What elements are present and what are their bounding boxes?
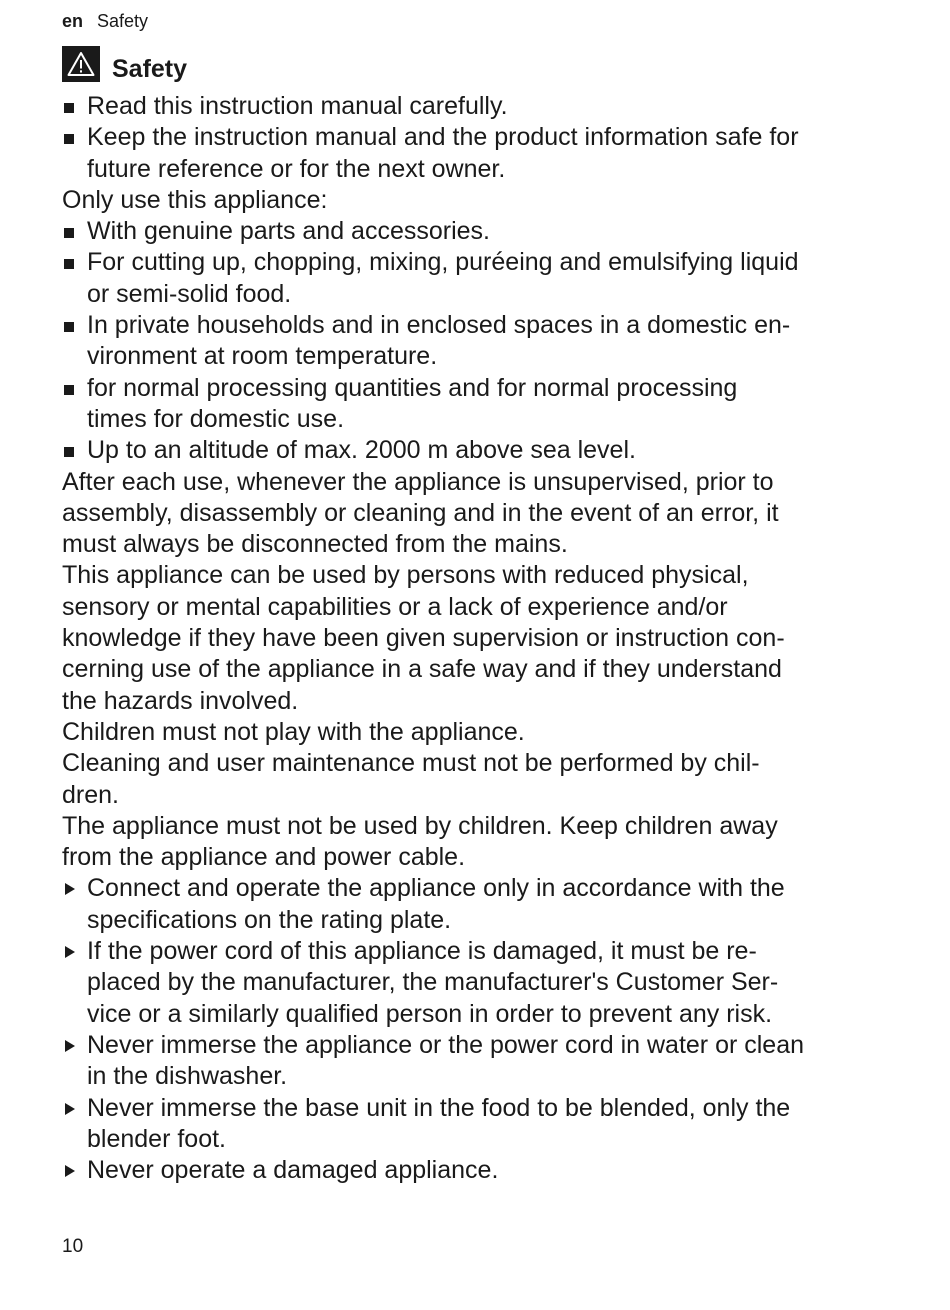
- text-line: Up to an altitude of max. 2000 m above sea level.: [87, 436, 636, 465]
- text-line: future reference or for the next owner.: [87, 154, 506, 183]
- text-line: In private households and in enclosed spaces in a domestic en-: [87, 311, 791, 340]
- block-text: [87, 1030, 902, 1093]
- bullet-item: [62, 435, 902, 466]
- text-line: Never operate a damaged appliance.: [87, 1156, 499, 1185]
- instruction-item: [62, 873, 902, 936]
- block-text: [87, 91, 902, 122]
- text-line: or semi-solid food.: [87, 279, 292, 308]
- block-text: [87, 247, 902, 310]
- text-line: With genuine parts and accessories.: [87, 217, 490, 246]
- block-text: [62, 748, 902, 811]
- text-line: For cutting up, chopping, mixing, puréeing and emulsifying liquid: [87, 248, 799, 277]
- bullet-item: [62, 122, 902, 185]
- text-line: blender foot.: [87, 1124, 226, 1153]
- running-header: [62, 10, 148, 32]
- paragraph: [62, 185, 902, 216]
- text-line: in the dishwasher.: [87, 1062, 288, 1091]
- header-section: Safety: [97, 11, 149, 31]
- block-text: [87, 1093, 902, 1156]
- block-text: [87, 936, 902, 1030]
- text-line: Only use this appliance:: [62, 185, 328, 214]
- block-text: [87, 435, 902, 466]
- section-heading: [62, 46, 187, 82]
- instruction-item: [62, 936, 902, 1030]
- instruction-item: [62, 1030, 902, 1093]
- bullet-item: [62, 247, 902, 310]
- block-text: [87, 373, 902, 436]
- language-code: en: [62, 11, 84, 31]
- text-line: Cleaning and user maintenance must not be performed by chil-: [62, 749, 760, 778]
- text-line: Keep the instruction manual and the product information safe for: [87, 123, 799, 152]
- paragraph: [62, 748, 902, 811]
- text-line: vice or a similarly qualified person in order to prevent any risk.: [87, 999, 773, 1028]
- text-line: Connect and operate the appliance only in accordance with the: [87, 874, 785, 903]
- paragraph: [62, 560, 902, 716]
- text-line: cerning use of the appliance in a safe way and if they understand: [62, 655, 782, 684]
- text-line: This appliance can be used by persons with reduced physical,: [62, 561, 749, 590]
- text-line: The appliance must not be used by children. Keep children away: [62, 811, 778, 840]
- text-line: Never immerse the appliance or the power cord in water or clean: [87, 1030, 805, 1059]
- text-line: Children must not play with the appliance.: [62, 717, 525, 746]
- block-text: [87, 310, 902, 373]
- bullet-item: [62, 91, 902, 122]
- instruction-item: [62, 1155, 902, 1186]
- paragraph: [62, 467, 902, 561]
- text-line: must always be disconnected from the mains.: [62, 530, 568, 559]
- text-line: times for domestic use.: [87, 404, 345, 433]
- text-line: the hazards involved.: [62, 686, 299, 715]
- text-line: dren.: [62, 780, 119, 809]
- block-text: [62, 717, 902, 748]
- block-text: [87, 1155, 902, 1186]
- text-line: If the power cord of this appliance is damaged, it must be re-: [87, 937, 757, 966]
- bullet-item: [62, 373, 902, 436]
- text-line: Never immerse the base unit in the food to be blended, only the: [87, 1093, 791, 1122]
- block-text: [62, 560, 902, 716]
- text-line: knowledge if they have been given supervision or instruction con-: [62, 624, 785, 653]
- text-line: vironment at room temperature.: [87, 342, 438, 371]
- paragraph: [62, 717, 902, 748]
- text-line: for normal processing quantities and for normal processing: [87, 373, 738, 402]
- block-text: [87, 216, 902, 247]
- text-line: Read this instruction manual carefully.: [87, 92, 508, 120]
- bullet-item: [62, 310, 902, 373]
- page-title: Safety: [112, 54, 188, 83]
- block-text: [62, 185, 902, 216]
- text-line: After each use, whenever the appliance is unsupervised, prior to: [62, 467, 774, 496]
- page-number: 10: [62, 1236, 84, 1257]
- instruction-item: [62, 1093, 902, 1156]
- text-line: placed by the manufacturer, the manufacturer's Customer Ser-: [87, 968, 779, 997]
- text-line: assembly, disassembly or cleaning and in the event of an error, it: [62, 498, 779, 527]
- safety-content: [62, 91, 902, 1186]
- warning-triangle-icon: [62, 46, 100, 82]
- block-text: [87, 873, 902, 936]
- text-line: sensory or mental capabilities or a lack of experience and/or: [62, 592, 728, 621]
- paragraph: [62, 811, 902, 874]
- text-line: specifications on the rating plate.: [87, 905, 452, 934]
- text-line: from the appliance and power cable.: [62, 843, 466, 872]
- block-text: [62, 467, 902, 561]
- block-text: [62, 811, 902, 874]
- block-text: [87, 122, 902, 185]
- bullet-item: [62, 216, 902, 247]
